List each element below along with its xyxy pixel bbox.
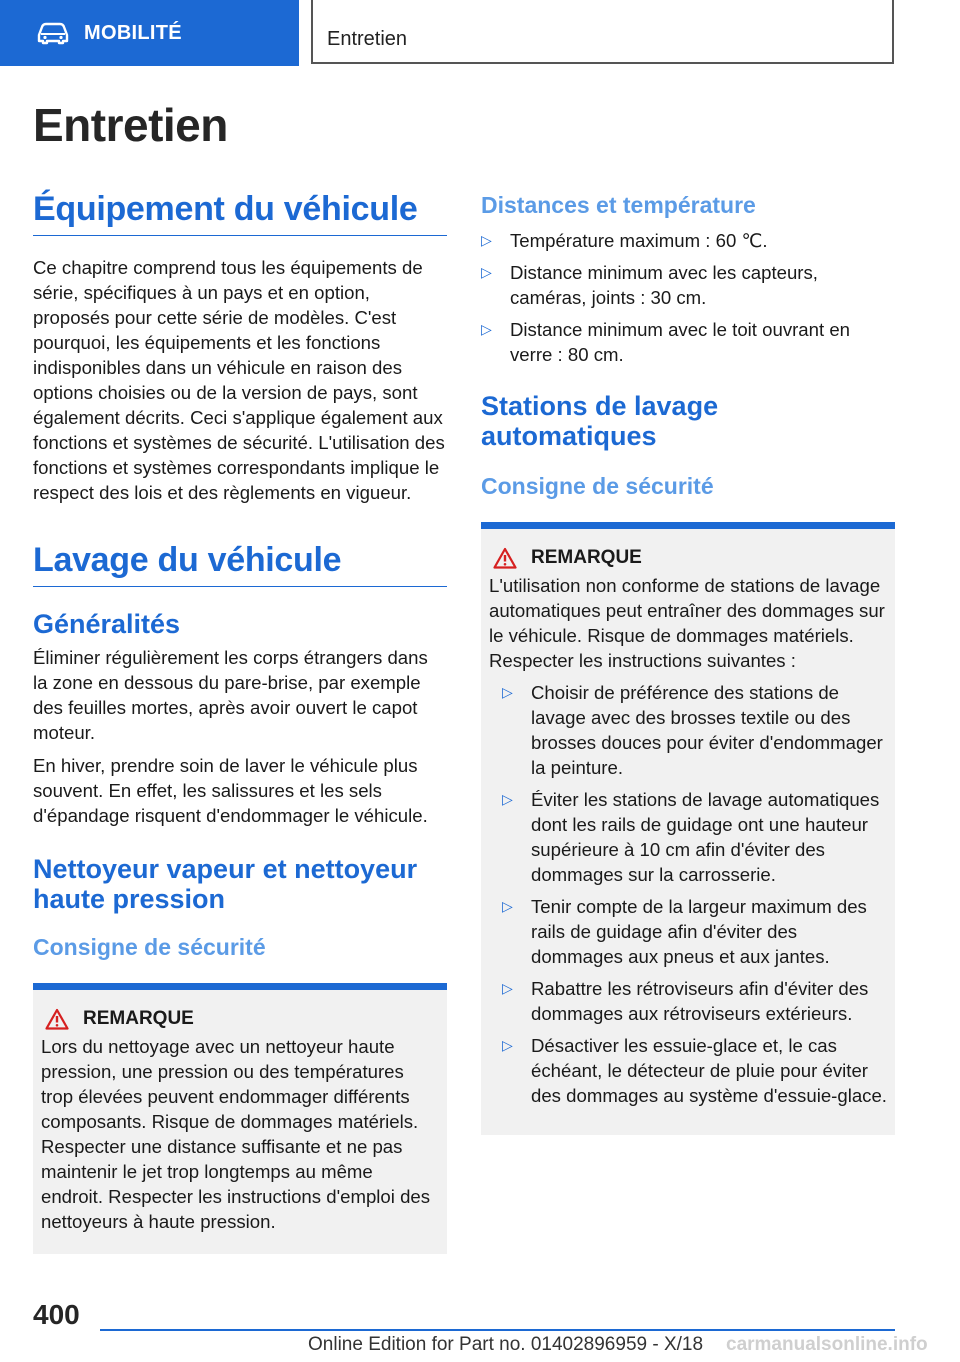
triangle-bullet-icon: ▷ [502,684,513,700]
general-paragraph-2: En hiver, prendre soin de laver le véhicule plus souvent. En effet, les salissures et les sels d'épandage risquent d'endommager le véhicule. [33,755,428,826]
warning-triangle-icon [493,547,517,569]
note-title: REMARQUE [83,1008,194,1029]
warning-note-pressure [33,983,447,1254]
washing-heading: Lavage du véhicule [33,541,447,587]
list-item: ▷ Tenir compte de la largeur maximum des rails de guidage afin d'éviter des dommages aux pneus et aux jantes. [502,896,867,967]
page-title: Entretien [33,99,228,151]
triangle-bullet-icon: ▷ [481,264,492,280]
triangle-bullet-icon: ▷ [502,791,513,807]
list-item: ▷ Distance minimum avec le toit ouvrant en verre : 80 cm. [481,319,850,365]
safety-heading-left: Consigne de sécurité [33,934,266,960]
note-title: REMARQUE [531,547,642,568]
triangle-bullet-icon: ▷ [502,1037,513,1053]
list-item: ▷ Désactiver les essuie-glace et, le cas échéant, le détecteur de pluie pour éviter des dommages au système d'essuie-glace. [502,1035,887,1106]
car-wash-instructions-list [502,680,887,1108]
equipment-text: Ce chapitre comprend tous les équipements de série, spécifiques à un pays et en option, proposés pour cette série de modèles. C'est pourquoi, les équipements et les fonctions indisponibles dans un véhicule en raison des options choisies ou de la version de pays, sont également décrits. Ceci s'applique également aux fonctions et systèmes de sécurité. L'utilisation des fonctions et systèmes correspondants implique le respect des lois et des règlements en vigueur. [33,257,445,503]
left-column [33,190,447,1254]
right-column [481,190,895,1135]
list-item: ▷ Température maximum : 60 ℃. [481,230,768,251]
triangle-bullet-icon: ▷ [502,898,513,914]
triangle-bullet-icon: ▷ [481,232,492,248]
list-item: ▷ Éviter les stations de lavage automatiques dont les rails de guidage ont une hauteur supérieure à 10 cm afin d'éviter des dommages sur la carrosserie. [502,789,880,885]
list-item: ▷ Rabattre les rétroviseurs afin d'éviter des dommages aux rétroviseurs extérieurs. [502,978,869,1024]
page-number: 400 [33,1299,80,1330]
safety-heading-right: Consigne de sécurité [481,473,714,499]
footer-divider [100,1329,895,1331]
warning-triangle-icon [45,1008,69,1030]
note-text: Lors du nettoyage avec un nettoyeur haute pression, une pression ou des températures trop élevées peuvent endommager différents composants. Risque de dommages matériels. Respecter une distance suffisante et ne pas maintenir le jet trop longtemps au même endroit. Respecter les instructions d'emploi des nettoyeurs à haute pression. [41,1036,431,1232]
distances-list [481,228,895,367]
triangle-bullet-icon: ▷ [481,321,492,337]
steam-cleaner-heading: Nettoyeur vapeur et nettoyeur haute pression [33,854,418,914]
general-heading: Généralités [33,609,181,639]
distances-heading: Distances et température [481,192,756,218]
section-label: MOBILITÉ [84,21,182,44]
page-header [0,0,960,66]
warning-note-car-wash [481,522,895,1135]
topic-tab[interactable] [311,0,894,64]
triangle-bullet-icon: ▷ [502,980,513,996]
edition-text: Online Edition for Part no. 01402896959 - X/18 [308,1334,704,1355]
note-text: L'utilisation non conforme de stations de lavage automatiques peut entraîner des dommages sur le véhicule. Risque de dommages matériels. Respecter les instructions suivantes : [489,575,885,671]
list-item: ▷ Choisir de préférence des stations de lavage avec des brosses textile ou des brosses douces pour éviter d'endommager la peinture. [502,682,883,778]
stations-heading: Stations de lavage automatiques [481,391,719,451]
watermark-logo: carmanualsonline.info [726,1334,928,1355]
general-paragraph-1: Éliminer régulièrement les corps étrangers dans la zone en dessous du pare-brise, par exemple des feuilles mortes, après avoir ouvert le capot moteur. [33,647,428,743]
section-tab-mobilite[interactable] [0,0,299,66]
list-item: ▷ Distance minimum avec les capteurs, caméras, joints : 30 cm. [481,262,818,308]
equipment-heading: Équipement du véhicule [33,190,447,236]
car-icon [36,21,70,45]
topic-label: Entretien [327,28,408,50]
